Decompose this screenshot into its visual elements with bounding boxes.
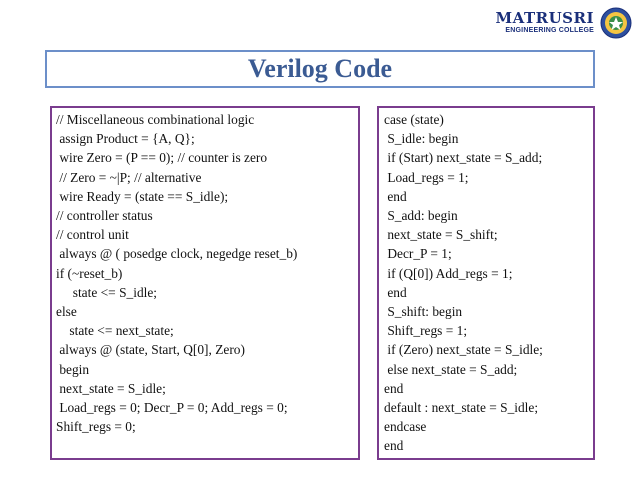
code-line: S_add: begin bbox=[384, 208, 458, 224]
code-line: // controller status bbox=[56, 208, 153, 224]
code-line: next_state = S_idle; bbox=[56, 380, 166, 396]
code-line: // Miscellaneous combinational logic bbox=[56, 112, 255, 127]
code-line: assign Product = {A, Q}; bbox=[56, 131, 195, 147]
code-line: else next_state = S_add; bbox=[384, 361, 518, 377]
code-line: begin bbox=[56, 361, 90, 377]
code-line: wire Ready = (state == S_idle); bbox=[56, 188, 229, 204]
code-line: always @ ( posedge clock, negedge reset_b) bbox=[56, 246, 298, 262]
slide-title: Verilog Code bbox=[247, 54, 393, 83]
code-line: case (state) bbox=[384, 112, 444, 127]
code-line: // control unit bbox=[56, 227, 129, 243]
code-line: next_state = S_shift; bbox=[384, 227, 498, 243]
college-logo-text bbox=[496, 10, 594, 36]
code-line: Load_regs = 0; Decr_P = 0; Add_regs = 0; bbox=[56, 400, 288, 416]
code-line: Load_regs = 1; bbox=[384, 169, 469, 185]
code-panel-right bbox=[377, 106, 595, 460]
code-line: end bbox=[384, 438, 404, 454]
code-line: if (~reset_b) bbox=[56, 265, 123, 281]
code-line: end bbox=[384, 188, 407, 204]
code-line: S_idle: begin bbox=[384, 131, 459, 147]
code-line: state <= S_idle; bbox=[56, 284, 158, 300]
code-line: else bbox=[56, 304, 77, 320]
code-line: state <= next_state; bbox=[56, 323, 174, 339]
code-line: Shift_regs = 0; bbox=[56, 419, 136, 435]
code-line: endcase bbox=[384, 419, 427, 435]
code-line: if (Q[0]) Add_regs = 1; bbox=[384, 265, 513, 281]
code-line: always @ (state, Start, Q[0], Zero) bbox=[56, 342, 245, 358]
code-line: default : next_state = S_idle; bbox=[384, 400, 539, 416]
code-line: if (Zero) next_state = S_idle; bbox=[384, 342, 543, 358]
slide-title-box bbox=[45, 50, 595, 88]
college-name: MATRUSRI bbox=[495, 9, 594, 27]
code-line: end bbox=[384, 380, 404, 396]
code-line: if (Start) next_state = S_add; bbox=[384, 150, 543, 166]
college-seal-icon bbox=[600, 7, 632, 39]
college-subtitle: ENGINEERING COLLEGE bbox=[505, 27, 594, 34]
code-line: Decr_P = 1; bbox=[384, 246, 452, 262]
code-panel-left bbox=[50, 106, 360, 460]
code-line: S_shift: begin bbox=[384, 304, 463, 320]
code-line: end bbox=[384, 284, 407, 300]
code-line: // Zero = ~|P; // alternative bbox=[56, 169, 202, 185]
code-line: Shift_regs = 1; bbox=[384, 323, 468, 339]
code-line: wire Zero = (P == 0); // counter is zero bbox=[56, 150, 268, 166]
college-logo bbox=[496, 6, 632, 40]
